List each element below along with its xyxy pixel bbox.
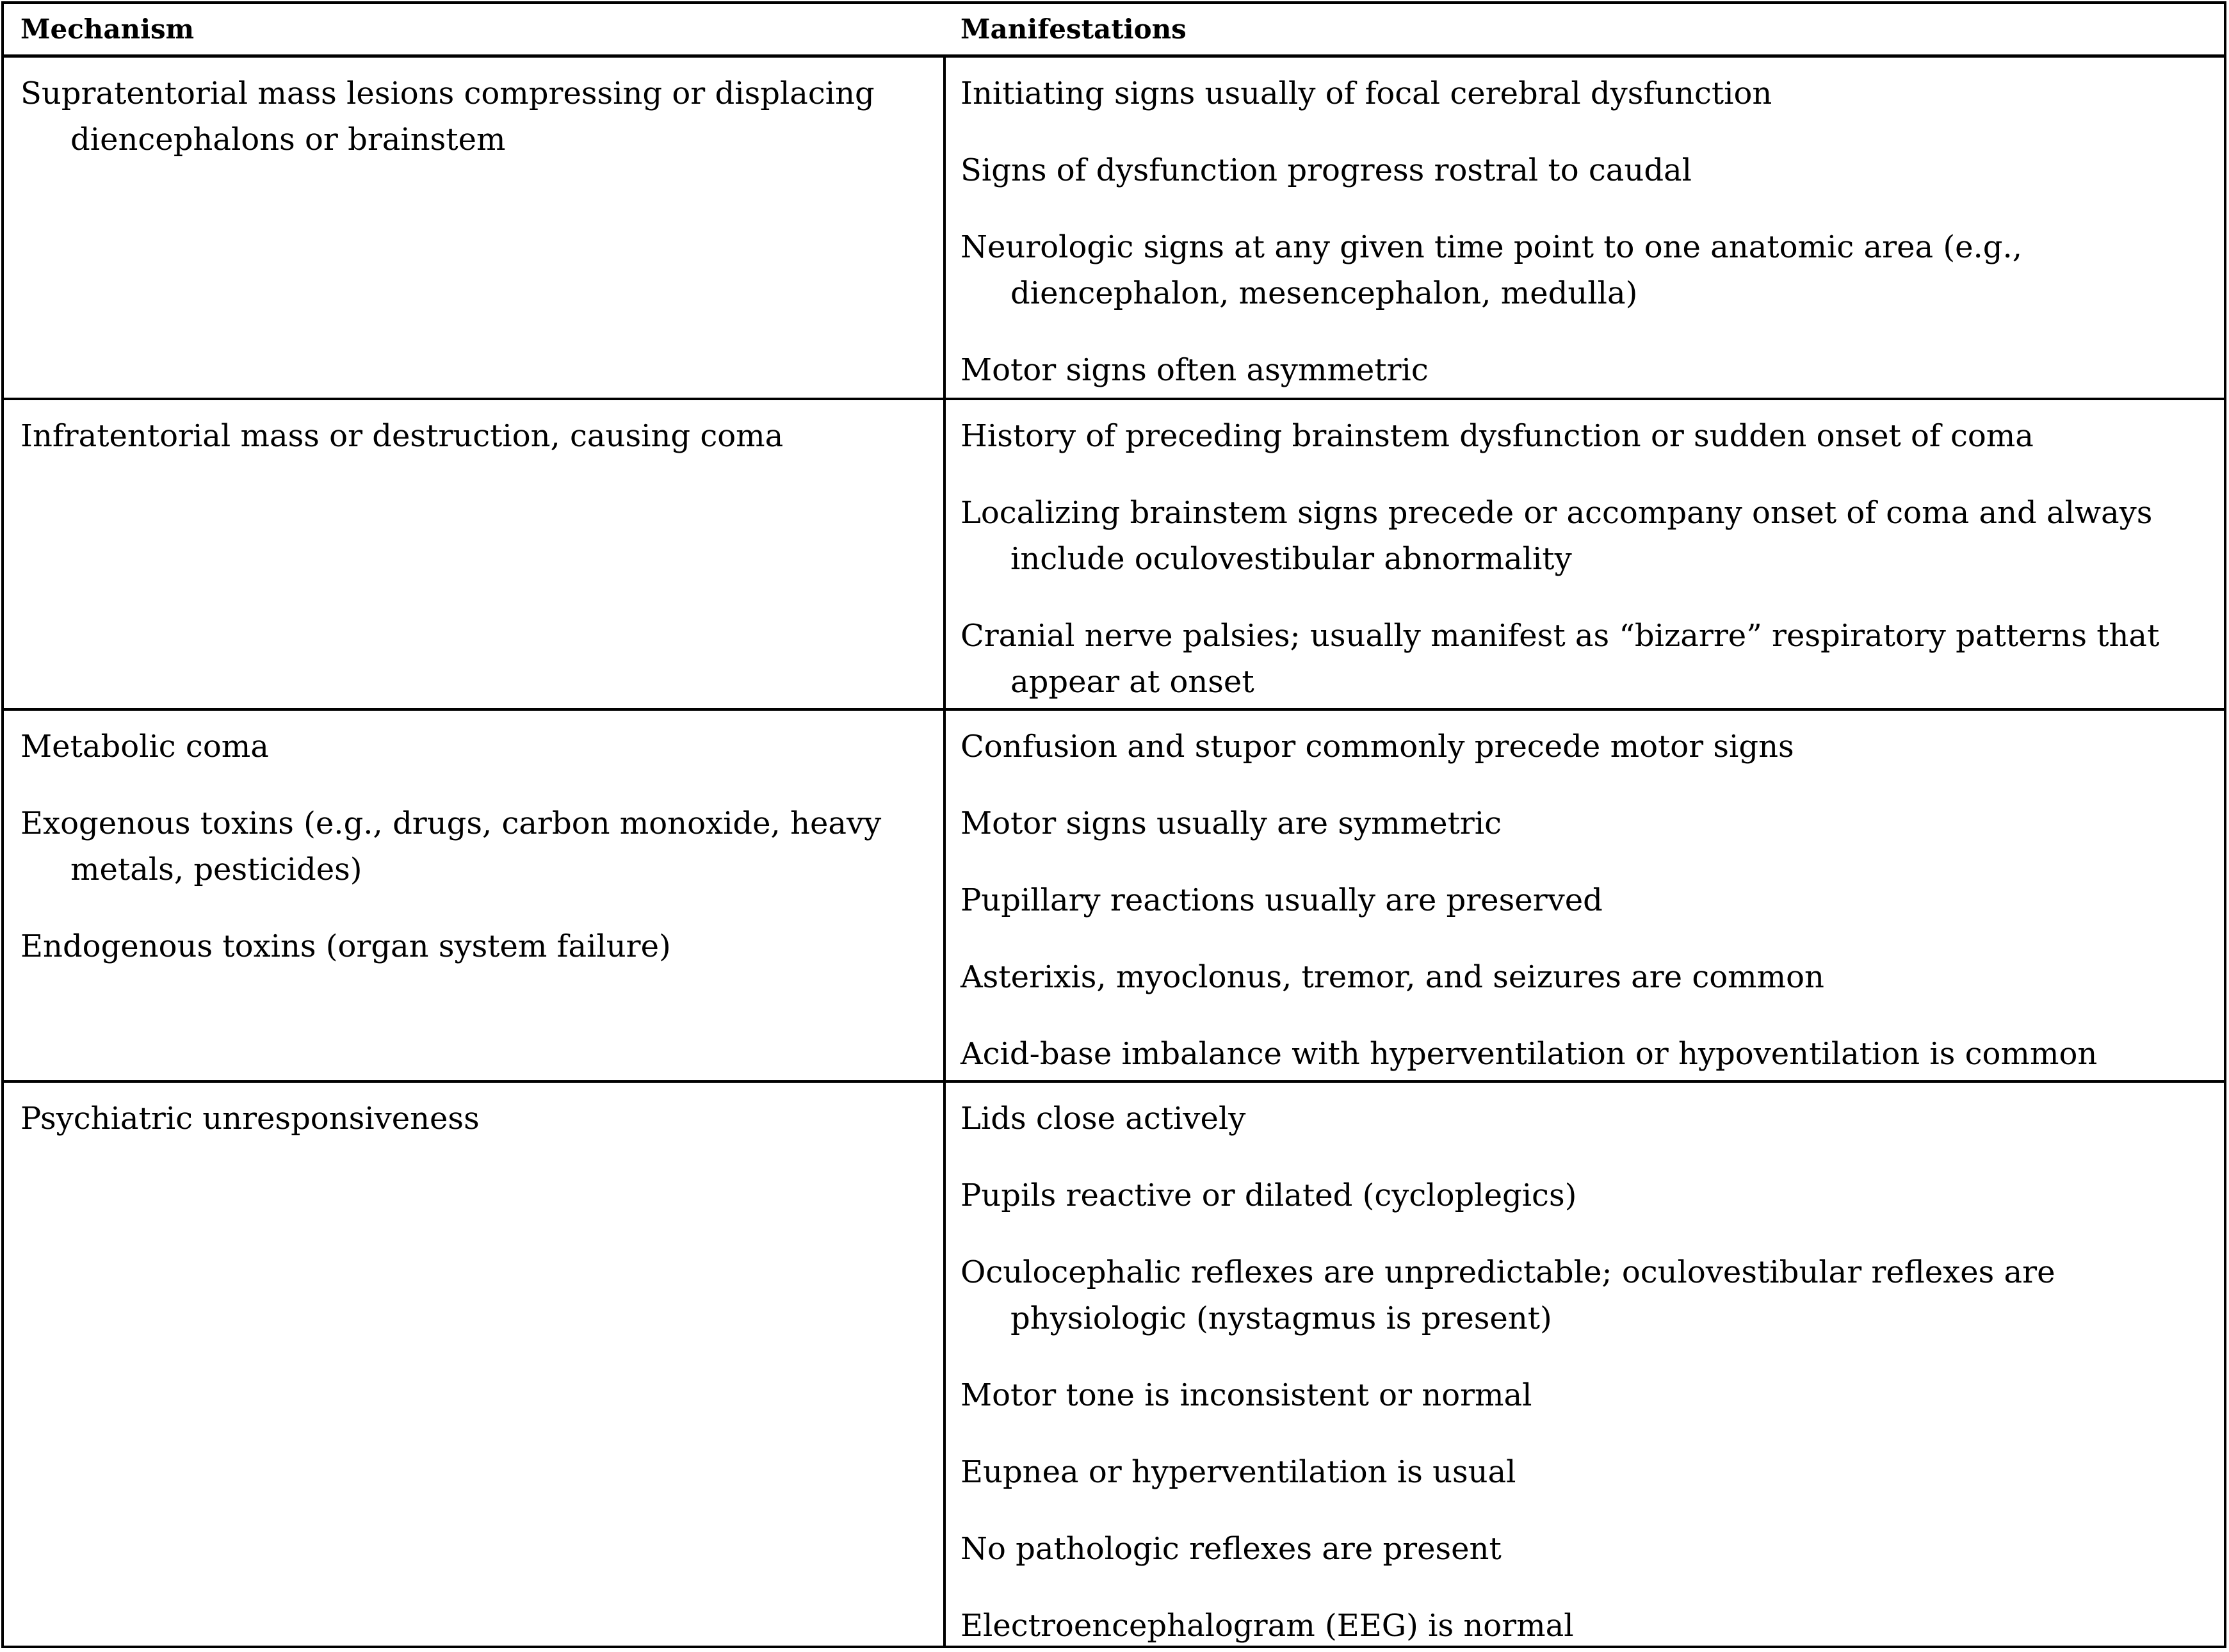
manifestations-cell [960,70,2216,393]
manifestation-item: Lids close actively [960,1101,1246,1137]
mechanism-text: Metabolic coma [20,729,269,765]
manifestation-item: Neurologic signs at any given time point to one anatomic area (e.g., diencephalon, mesencephalon, medulla) [960,229,2022,311]
mechanism-text: Infratentorial mass or destruction, causing coma [20,418,784,454]
manifestation-item: Motor signs usually are symmetric [960,806,1502,841]
mechanism-text: Exogenous toxins (e.g., drugs, carbon monoxide, heavy metals, pesticides) [20,806,882,887]
manifestation-item: Initiating signs usually of focal cerebral dysfunction [960,76,1772,111]
manifestation-item: Eupnea or hyperventilation is usual [960,1454,1516,1490]
table-row [4,1083,2224,1647]
mechanism-cell [20,413,930,459]
manifestations-cell [960,1096,2216,1649]
manifestations-cell [960,724,2216,1077]
manifestation-item: Acid-base imbalance with hyperventilation or hypoventilation is common [960,1036,2098,1072]
manifestation-item: Motor signs often asymmetric [960,352,1429,388]
manifestation-item: Pupillary reactions usually are preserved [960,882,1603,918]
mechanism-text: Psychiatric unresponsiveness [20,1101,480,1137]
mechanism-cell [20,724,930,969]
header-manifestations: Manifestations [960,13,1187,45]
manifestation-item: No pathologic reflexes are present [960,1531,1502,1567]
table-row [4,400,2224,711]
mechanism-cell [20,1096,930,1142]
table-row [4,58,2224,400]
manifestation-item: Signs of dysfunction progress rostral to caudal [960,152,1692,188]
table-header [4,4,2224,58]
manifestation-item: Localizing brainstem signs precede or accompany onset of coma and always include oculovestibular abnormality [960,495,2153,577]
header-mechanism: Mechanism [20,13,195,45]
mechanism-text: Supratentorial mass lesions compressing or displacing diencephalons or brainstem [20,76,875,158]
manifestation-item: Pupils reactive or dilated (cycloplegics) [960,1178,1577,1213]
coma-mechanisms-table [1,1,2226,1648]
manifestation-item: Motor tone is inconsistent or normal [960,1377,1532,1413]
table-row [4,711,2224,1083]
mechanism-cell [20,70,930,163]
manifestation-item: Oculocephalic reflexes are unpredictable; oculovestibular reflexes are physiologic (nystagmus is present) [960,1254,2055,1336]
manifestation-item: Cranial nerve palsies; usually manifest as “bizarre” respiratory patterns that appear at onset [960,618,2160,700]
mechanism-text: Endogenous toxins (organ system failure) [20,928,671,964]
manifestation-item: Electroencephalogram (EEG) is normal [960,1608,1574,1644]
manifestations-cell [960,413,2216,705]
manifestation-item: History of preceding brainstem dysfunction or sudden onset of coma [960,418,2034,454]
manifestation-item: Confusion and stupor commonly precede motor signs [960,729,1794,765]
manifestation-item: Asterixis, myoclonus, tremor, and seizures are common [960,959,1824,995]
